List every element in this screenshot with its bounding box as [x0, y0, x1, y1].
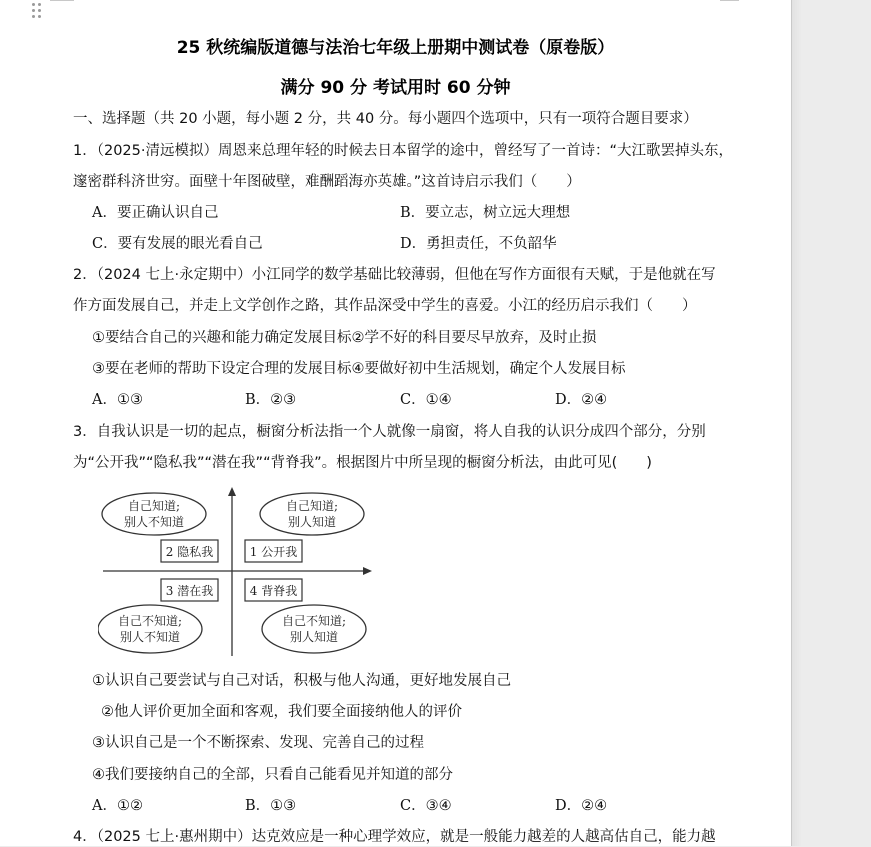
- question-1-option-d: [400, 234, 557, 254]
- ellipse-top-right-line1: 自己知道;: [285, 499, 339, 513]
- page-corner-mark-left: [50, 0, 74, 1]
- question-3-option-b: [245, 796, 296, 816]
- ellipse-top-left-line1: 自己知道;: [127, 499, 181, 513]
- workspace-background: [792, 0, 802, 846]
- option-label: D．: [555, 798, 582, 814]
- question-2-line-1: 2．（2024 七上·永定期中）小江同学的数学基础比较薄弱，但他在写作方面很有天赋，于是他就在写: [73, 267, 716, 283]
- question-3-option-d: [555, 796, 607, 816]
- question-1-option-a: [92, 203, 218, 223]
- box-blind-self: 4 背脊我: [249, 584, 298, 598]
- option-text: ②④: [581, 798, 608, 814]
- ellipse-top-right-line2: 别人知道: [287, 515, 337, 529]
- option-label: A．: [92, 392, 117, 408]
- ellipse-bottom-right-line1: 自己不知道;: [281, 614, 347, 628]
- document-title: 25 秋统编版道德与法治七年级上册期中测试卷（原卷版）: [176, 38, 615, 58]
- ellipse-top-left-line2: 别人不知道: [123, 515, 185, 529]
- question-1-line-2: 邃密群科济世穷。面壁十年图破壁，难酬蹈海亦英雄。”这首诗启示我们（ ）: [73, 174, 581, 190]
- section-heading: 一、选择题（共 20 小题，每小题 2 分，共 40 分。每小题四个选项中，只有一项符合题目要求）: [73, 111, 698, 127]
- option-text: 要有发展的眼光看自己: [117, 236, 263, 252]
- ellipse-bottom-left-line1: 自己不知道;: [117, 614, 183, 628]
- ellipse-bottom-left-line2: 别人不知道: [119, 630, 181, 644]
- option-label: B．: [245, 798, 271, 814]
- option-text: ①③: [270, 798, 297, 814]
- question-3-line-2: 为“公开我”“隐私我”“潜在我”“背脊我”。根据图片中所呈现的橱窗分析法，由此可见( ): [73, 455, 652, 471]
- question-3-statement-2: ②他人评价更加全面和客观，我们要全面接纳他人的评价: [101, 704, 462, 720]
- option-text: 要正确认识自己: [116, 205, 219, 221]
- question-2-statement-1: ①要结合自己的兴趣和能力确定发展目标②学不好的科目要尽早放弃，及时止损: [92, 330, 597, 346]
- option-text: ①③: [116, 392, 143, 408]
- option-label: B．: [400, 205, 426, 221]
- question-1-option-c: [92, 234, 263, 254]
- question-3-option-a: [92, 796, 143, 816]
- box-private-self: 2 隐私我: [165, 545, 214, 559]
- question-2-line-2: 作方面发展自己，并走上文学创作之路，其作品深受中学生的喜爱。小江的经历启示我们（ ）: [73, 298, 697, 314]
- option-label: D．: [400, 236, 427, 252]
- option-label: A．: [92, 798, 117, 814]
- option-label: C．: [400, 798, 426, 814]
- question-3-statement-4: ④我们要接纳自己的全部，只看自己能看见并知道的部分: [92, 767, 453, 783]
- option-text: 要立志，树立远大理想: [425, 205, 571, 221]
- option-label: C．: [400, 392, 426, 408]
- question-2-option-d: [555, 390, 607, 410]
- box-potential-self: 3 潜在我: [165, 584, 214, 598]
- question-1-line-1: 1．（2025·清远模拟）周恩来总理年轻的时候去日本留学的途中，曾经写了一首诗：“大江歌罢掉头东，: [73, 143, 733, 159]
- option-label: B．: [245, 392, 271, 408]
- question-2-option-c: [400, 390, 452, 410]
- option-label: C．: [92, 236, 118, 252]
- question-2-option-a: [92, 390, 143, 410]
- option-text: ②③: [270, 392, 297, 408]
- option-text: ①②: [116, 798, 143, 814]
- question-3-line-1: 3．自我认识是一切的起点，橱窗分析法指一个人就像一扇窗，将人自我的认识分成四个部分，分别: [73, 424, 706, 440]
- option-text: ①④: [425, 392, 452, 408]
- question-3-statement-3: ③认识自己是一个不断探索、发现、完善自己的过程: [92, 735, 424, 751]
- johari-window-diagram: [98, 484, 378, 658]
- option-label: A．: [92, 205, 117, 221]
- question-1-option-b: [400, 203, 570, 223]
- ellipse-bottom-right-line2: 别人知道: [289, 630, 339, 644]
- option-text: 勇担责任，不负韶华: [426, 236, 557, 252]
- question-2-option-b: [245, 390, 296, 410]
- drag-handle-icon[interactable]: [32, 3, 42, 19]
- box-public-self: 1 公开我: [249, 545, 298, 559]
- question-3-statement-1: ①认识自己要尝试与自己对话，积极与他人沟通，更好地发展自己: [92, 673, 511, 689]
- document-subtitle: 满分 90 分 考试用时 60 分钟: [280, 78, 511, 98]
- option-text: ②④: [581, 392, 608, 408]
- option-text: ③④: [425, 798, 452, 814]
- question-4-line-1: 4．（2025 七上·惠州期中）达克效应是一种心理学效应，就是一般能力越差的人越高估自己，能力越: [73, 829, 716, 845]
- option-label: D．: [555, 392, 582, 408]
- page-corner-mark-right: [720, 0, 739, 1]
- question-3-option-c: [400, 796, 452, 816]
- question-2-statement-2: ③要在老师的帮助下设定合理的发展目标④要做好初中生活规划，确定个人发展目标: [92, 361, 626, 377]
